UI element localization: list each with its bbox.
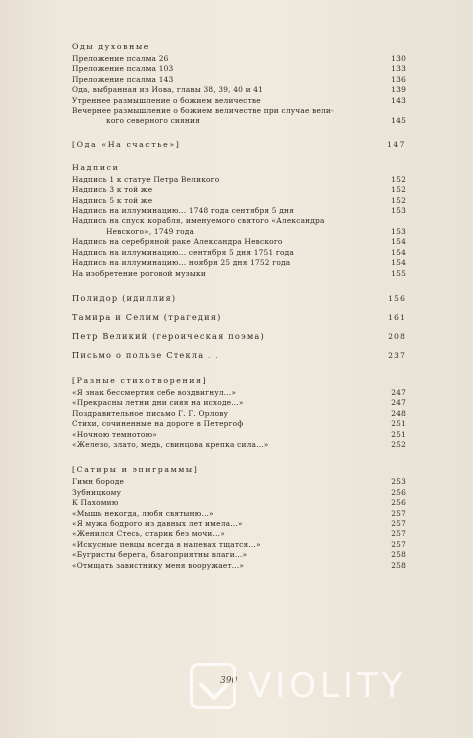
entry-page: 253 [391, 477, 406, 487]
toc-entry [72, 139, 406, 150]
entry-title: Поздравительное письмо Г. Г. Орлову [72, 408, 229, 418]
toc-entry [72, 398, 406, 408]
entry-page: 153 [391, 206, 406, 216]
entry-title: Надпись на спуск корабля, именуемого святого «Александра [72, 216, 325, 226]
entry-title: Стихи, сочиненные на дороге в Петергоф [72, 419, 244, 429]
toc-entry [72, 258, 406, 268]
toc-entry [72, 550, 406, 560]
entry-page: 258 [391, 550, 406, 560]
entry-title: Зубницкому [72, 487, 122, 497]
toc-entry [72, 409, 406, 419]
entry-page: 257 [391, 518, 406, 528]
entry-title: «Я мужа бодрого из давных лет имела...» [72, 518, 243, 528]
section-heading: [Ода «На счастье»] [72, 139, 181, 149]
toc-entry [72, 175, 406, 185]
toc-entry [72, 216, 406, 237]
entry-page: 248 [391, 408, 406, 418]
entry-title: «Женился Стесь, старик без мочи...» [72, 529, 225, 539]
toc-entry [72, 529, 406, 539]
toc-entry [72, 293, 406, 304]
entry-title: «Ночною темнотою» [72, 429, 157, 439]
section-heading: [Сатиры и эпиграммы] [72, 465, 199, 475]
entry-page: 145 [391, 116, 406, 126]
entry-page: 136 [391, 74, 406, 84]
entry-page: 152 [391, 185, 406, 195]
entry-page: 258 [391, 560, 406, 570]
toc-entry [72, 440, 406, 450]
entry-page: 251 [391, 419, 406, 429]
entry-page: 153 [391, 226, 406, 236]
toc-entry [72, 388, 406, 398]
entry-page: 143 [391, 95, 406, 105]
entry-title: Утреннее размышление о божием величестве [72, 95, 261, 105]
entry-title: «Отмщать завистнику меня вооружает...» [72, 560, 245, 570]
entry-title: Надпись на иллуминацию... 1748 года сентября 5 дня [72, 206, 294, 216]
entry-title: Надпись на серебряной раке Александра Невского [72, 237, 283, 247]
toc-entry [72, 75, 406, 85]
entry-title: Надпись 3 к той же [72, 185, 153, 195]
entry-page: 154 [391, 247, 406, 257]
toc-entry [72, 477, 406, 487]
entry-title: Тамира и Селим (трагедия) [72, 311, 222, 322]
entry-title-continued: Невского», 1749 года [106, 226, 195, 236]
toc-entry [72, 248, 406, 258]
toc-entry [72, 488, 406, 498]
entry-page: 256 [391, 498, 406, 508]
entry-title: Надпись 1 к статуе Петра Великого [72, 174, 220, 184]
section-heading: Оды духовные [72, 42, 150, 51]
toc-entry [72, 331, 406, 342]
entry-page: 237 [388, 350, 406, 360]
toc-entry [72, 54, 406, 64]
entry-page: 130 [391, 54, 406, 63]
entry-title: Преложение псалма 26 [72, 54, 169, 63]
watermark [190, 656, 460, 716]
entry-title: Преложение псалма 103 [72, 64, 174, 74]
toc-entry [72, 350, 406, 361]
entry-title: «Железо, злато, медь, свинцова крепка сила...» [72, 439, 269, 449]
entry-title: На изобретение роговой музыки [72, 268, 206, 278]
entry-page: 154 [391, 237, 406, 247]
entry-page: 156 [388, 293, 406, 303]
table-of-contents [72, 32, 406, 571]
watermark-text: VIOLITY [248, 666, 407, 706]
toc-entry [72, 269, 406, 279]
entry-page: 256 [391, 487, 406, 497]
toc-entry [72, 106, 406, 127]
section-heading: Надписи [72, 162, 120, 172]
section-heading: [Разные стихотворения] [72, 375, 208, 385]
entry-title: «Я знак бессмертия себе воздвигнул...» [72, 387, 237, 397]
entry-title: «Бугристы берега, благоприятны влаги...» [72, 550, 248, 560]
entry-title: Письмо о пользе Стекла [72, 349, 205, 360]
entry-page: 247 [391, 387, 406, 397]
entry-page: 252 [391, 439, 406, 449]
entry-page: 208 [388, 331, 406, 341]
entry-page: 251 [391, 429, 406, 439]
entry-title: Надпись на иллуминацию... ноября 25 дня 1752 года [72, 258, 291, 268]
toc-entry [72, 561, 406, 571]
toc-entry [72, 85, 406, 95]
entry-title-continued: кого северного сияния [106, 116, 201, 126]
toc-entry [72, 237, 406, 247]
entry-title: «Прекрасны летни дни сияя на исходе...» [72, 398, 244, 408]
entry-page: 247 [391, 398, 406, 408]
entry-page: 139 [391, 85, 406, 95]
entry-page: 152 [391, 174, 406, 184]
toc-entry [72, 540, 406, 550]
toc-entry [72, 96, 406, 106]
entry-title: «Искусные певцы всегда в напевах тщатся...» [72, 539, 261, 549]
entry-page: 257 [391, 529, 406, 539]
toc-entry [72, 206, 406, 216]
toc-entry [72, 185, 406, 195]
entry-title: Надпись 5 к той же [72, 195, 153, 205]
toc-entry [72, 519, 406, 529]
entry-title: Полидор (идиллия) [72, 292, 177, 303]
entry-title: Вечернее размышление о божием величестве при случае вели- [72, 106, 334, 116]
entry-page: 133 [391, 64, 406, 74]
leader-dots: . . [204, 349, 219, 360]
entry-title: К Пахомию [72, 498, 119, 508]
entry-page: 155 [391, 268, 406, 278]
toc-entry [72, 509, 406, 519]
page-number: 390 [220, 676, 238, 686]
entry-page: 152 [391, 195, 406, 205]
violity-logo-icon [190, 663, 236, 709]
entry-title: Петр Великий (героическая поэма) [72, 330, 265, 341]
entry-title: Ода, выбранная из Иова, главы 38, 39, 40 и 41 [72, 85, 264, 95]
entry-page: 154 [391, 258, 406, 268]
toc-entry [72, 312, 406, 323]
toc-entry [72, 196, 406, 206]
toc-entry [72, 430, 406, 440]
toc-entry [72, 498, 406, 508]
toc-entry [72, 419, 406, 429]
entry-title: Преложение псалма 143 [72, 74, 174, 84]
entry-title: Надпись на иллуминацию... сентября 5 дня 1751 года [72, 247, 294, 257]
entry-page: 257 [391, 539, 406, 549]
entry-title: «Мышь некогда, любя святыню...» [72, 508, 214, 518]
entry-title: Гимн бороде [72, 477, 125, 487]
entry-page: 257 [391, 508, 406, 518]
entry-page: 161 [388, 312, 406, 322]
toc-entry [72, 64, 406, 74]
entry-page: 147 [387, 139, 406, 149]
